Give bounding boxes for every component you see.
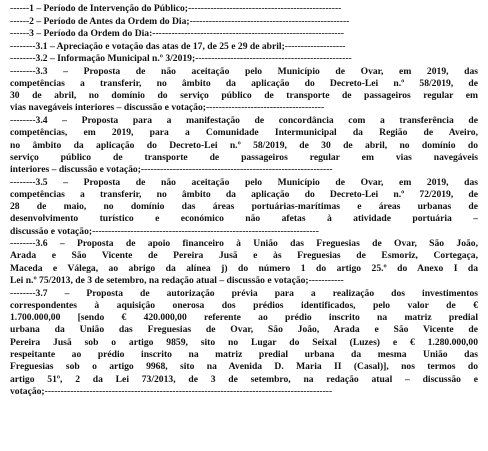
agenda-item-3-2: --------3.2 – Informação Municipal n.º 3/2019;-------------------------------------------------: [10, 53, 352, 64]
paragraph-line: Lei n.º 75/2013, de 3 de setembro, na redação atual – discussão e votação;-----------: [10, 274, 344, 286]
agenda-item-1: ------1 – Período de Intervenção do Público;------------------------------------------------: [10, 3, 342, 14]
paragraph-line: --------3.5 – Proposta de não aceitação pelo Município de Ovar, em 2019, das: [10, 176, 478, 188]
paragraph-line: Maceda e Válega, ao abrigo da alínea j) do número 1 do artigo 25.º do Anexo I da: [10, 262, 478, 274]
paragraph-line: Arada e São Vicente de Pereira Jusã e às Freguesias de Esmoriz, Cortegaça,: [10, 250, 478, 262]
paragraph-line: correspondentes à aquisição onerosa dos prédios identificados, pelo valor de €: [10, 299, 478, 311]
paragraph-line: interiores – discussão e votação;------------------------------------------------------------: [10, 164, 333, 176]
agenda-item-3-6: [10, 238, 478, 287]
agenda-item-3-1: --------3.1 – Apreciação e votação das atas de 17, de 25 e 29 de abril;-------------------: [10, 40, 346, 52]
paragraph-line: 30 de abril, no domínio do serviço público de transporte de passageiros regular em: [10, 90, 478, 102]
paragraph-line: --------3.3 – Proposta de não aceitação pelo Município de Ovar, em 2019, das: [10, 65, 478, 77]
paragraph-line: competências a transferir, no âmbito da aplicação do Decreto-Lei n.º 58/2019, de: [10, 77, 478, 89]
paragraph-line: 28 de maio, no domínio das áreas portuárias-marítimas e áreas urbanas de: [10, 201, 478, 213]
paragraph-line: desenvolvimento turístico e económico não afetas à atividade portuária –: [10, 213, 478, 225]
agenda-item-3-4: [10, 115, 478, 176]
agenda-item-3-7: [10, 288, 478, 399]
paragraph-line: discussão e votação;-----------------------------------------------------------------------: [10, 225, 319, 237]
paragraph-line: --------3.4 – Proposta para a manifestação de concordância com a transferência de: [10, 115, 478, 126]
paragraph-line: competências, em 2019, para a Comunidade Intermunicipal da Região de Aveiro,: [10, 127, 478, 139]
paragraph-line: --------3.6 – Proposta de apoio financeiro à União das Freguesias de Ovar, São João,: [10, 238, 478, 249]
paragraph-line: artigo 51º, 2 da Lei 73/2013, de 3 de setembro, na redação atual – discussão e: [10, 373, 478, 385]
agenda-item-3-3: [10, 66, 478, 115]
agenda-item-2: ------2 – Período de Antes da Ordem do Dia;--------------------------------------------------: [10, 15, 350, 27]
agenda-item-3: ------3 – Período da Ordem do Dia:------------------------------------------------------------: [10, 28, 344, 39]
paragraph-line: 1.700.000,00 [sendo € 420.000,00 referente ao prédio inscrito na matriz predial: [10, 312, 478, 324]
paragraph-line: no âmbito da aplicação do Decreto-Lei n.º 58/2019, de 30 de abril, no domínio do: [10, 139, 478, 151]
paragraph-line: Freguesias sob o artigo 9968, sito na Avenida D. Maria II (Casal)], nos termos do: [10, 361, 478, 373]
paragraph-line: serviço público de transporte de passageiros regular em vias navegáveis: [10, 151, 478, 163]
paragraph-line: urbana da União das Freguesias de Ovar, São João, Arada e São Vicente de: [10, 324, 478, 336]
paragraph-line: vias navegáveis interiores – discussão e votação;-------------------------------------: [10, 102, 325, 114]
paragraph-line: Pereira Jusã sob o artigo 9859, sito no Lugar do Seixal (Luzes) e € 1.280.000,00: [10, 336, 478, 348]
paragraph-line: --------3.7 – Proposta de autorização prévia para a realização dos investimentos: [10, 287, 478, 299]
paragraph-line: competências a transferir, no âmbito da aplicação do Decreto-Lei n.º 72/2019, de: [10, 188, 478, 200]
agenda-item-3-5: [10, 177, 478, 238]
paragraph-line: respeitante ao prédio inscrito na matriz predial urbana da mesma União das: [10, 348, 478, 360]
paragraph-line: votação;------------------------------------------------------------------------------------------: [10, 385, 333, 397]
